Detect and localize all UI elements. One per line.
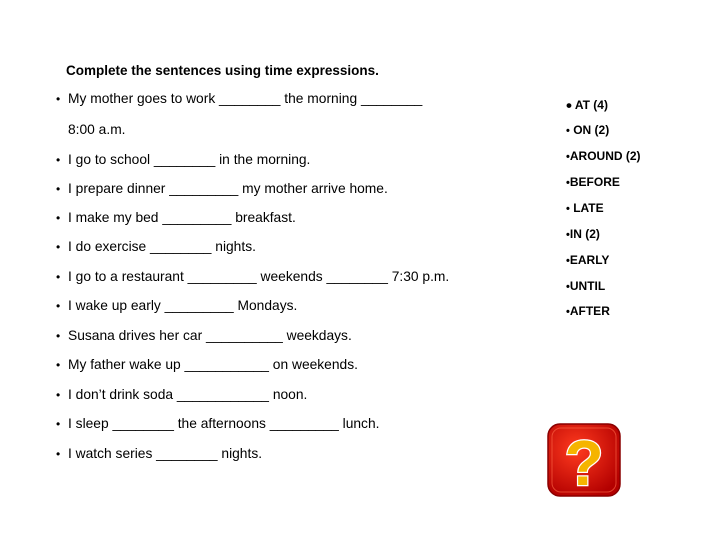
bullet: • bbox=[56, 299, 61, 313]
bullet: • bbox=[56, 182, 61, 196]
word-bank-item bbox=[566, 304, 610, 318]
word-bank-item bbox=[566, 279, 605, 293]
sentence-text: Susana drives her car __________ weekdays. bbox=[68, 328, 352, 343]
bullet: • bbox=[56, 447, 61, 461]
sentence-item bbox=[56, 150, 310, 170]
word-bank-label: IN (2) bbox=[569, 227, 600, 241]
sentence-text: 8:00 a.m. bbox=[68, 122, 126, 137]
word-bank-item bbox=[566, 96, 608, 116]
worksheet-title: Complete the sentences using time expressions. bbox=[66, 63, 379, 78]
word-bank-item bbox=[566, 201, 604, 215]
sentence-item bbox=[56, 179, 388, 199]
bullet: • bbox=[566, 96, 572, 115]
sentence-item bbox=[56, 208, 296, 228]
sentence-text: I prepare dinner _________ my mother arrive home. bbox=[68, 181, 388, 196]
bullet: • bbox=[566, 203, 570, 215]
sentence-item bbox=[56, 385, 307, 405]
bullet: • bbox=[566, 255, 570, 267]
bullet: • bbox=[566, 151, 570, 163]
sentence-text: My father wake up ___________ on weekends. bbox=[68, 357, 358, 372]
word-bank-item bbox=[566, 175, 620, 189]
sentence-item bbox=[56, 414, 379, 434]
word-bank-label: AFTER bbox=[569, 304, 610, 318]
bullet: • bbox=[56, 270, 61, 284]
bullet: • bbox=[56, 388, 61, 402]
sentence-text: I watch series ________ nights. bbox=[68, 446, 263, 461]
bullet: • bbox=[566, 177, 570, 189]
sentence-text: I make my bed _________ breakfast. bbox=[68, 210, 296, 225]
word-bank-item bbox=[566, 227, 600, 241]
word-bank-label: BEFORE bbox=[569, 175, 620, 189]
bullet: • bbox=[56, 92, 61, 106]
word-bank-label: AROUND (2) bbox=[569, 149, 641, 163]
sentence-item bbox=[56, 267, 449, 287]
bullet: • bbox=[566, 125, 570, 137]
word-bank-label: UNTIL bbox=[569, 279, 606, 293]
bullet: • bbox=[56, 417, 61, 431]
sentence-text: I don’t drink soda ____________ noon. bbox=[68, 387, 308, 402]
word-bank-label: ON (2) bbox=[573, 123, 610, 137]
bullet: • bbox=[566, 229, 570, 241]
sentence-text: I do exercise ________ nights. bbox=[68, 239, 256, 254]
question-glyph: ? bbox=[564, 427, 604, 498]
sentence-text: My mother goes to work ________ the morning ________ bbox=[68, 91, 423, 106]
word-bank-item bbox=[566, 253, 609, 267]
bullet: • bbox=[56, 211, 61, 225]
sentence-item bbox=[56, 237, 256, 257]
bullet: • bbox=[566, 281, 570, 293]
sentence-item bbox=[56, 296, 297, 316]
bullet: • bbox=[566, 306, 570, 318]
word-bank-item bbox=[566, 123, 609, 137]
sentence-text: I go to school ________ in the morning. bbox=[68, 152, 311, 167]
bullet: • bbox=[56, 329, 61, 343]
sentence-continuation bbox=[56, 120, 126, 139]
sentence-text: I sleep ________ the afternoons _________ lunch. bbox=[68, 416, 380, 431]
word-bank-label: LATE bbox=[573, 201, 604, 215]
sentence-item bbox=[56, 444, 262, 464]
bullet: • bbox=[56, 358, 61, 372]
word-bank-item bbox=[566, 149, 641, 163]
question-mark-graphic bbox=[546, 422, 622, 498]
sentence-item bbox=[56, 326, 352, 346]
question-mark-icon bbox=[546, 422, 622, 498]
sentence-text: I go to a restaurant _________ weekends ________ 7:30 p.m. bbox=[68, 269, 450, 284]
sentence-item bbox=[56, 355, 358, 375]
bullet: • bbox=[56, 153, 61, 167]
bullet: • bbox=[56, 240, 61, 254]
sentence-item bbox=[56, 89, 422, 109]
word-bank-label: EARLY bbox=[569, 253, 610, 267]
sentence-text: I wake up early _________ Mondays. bbox=[68, 298, 298, 313]
word-bank-label: AT (4) bbox=[574, 98, 608, 112]
